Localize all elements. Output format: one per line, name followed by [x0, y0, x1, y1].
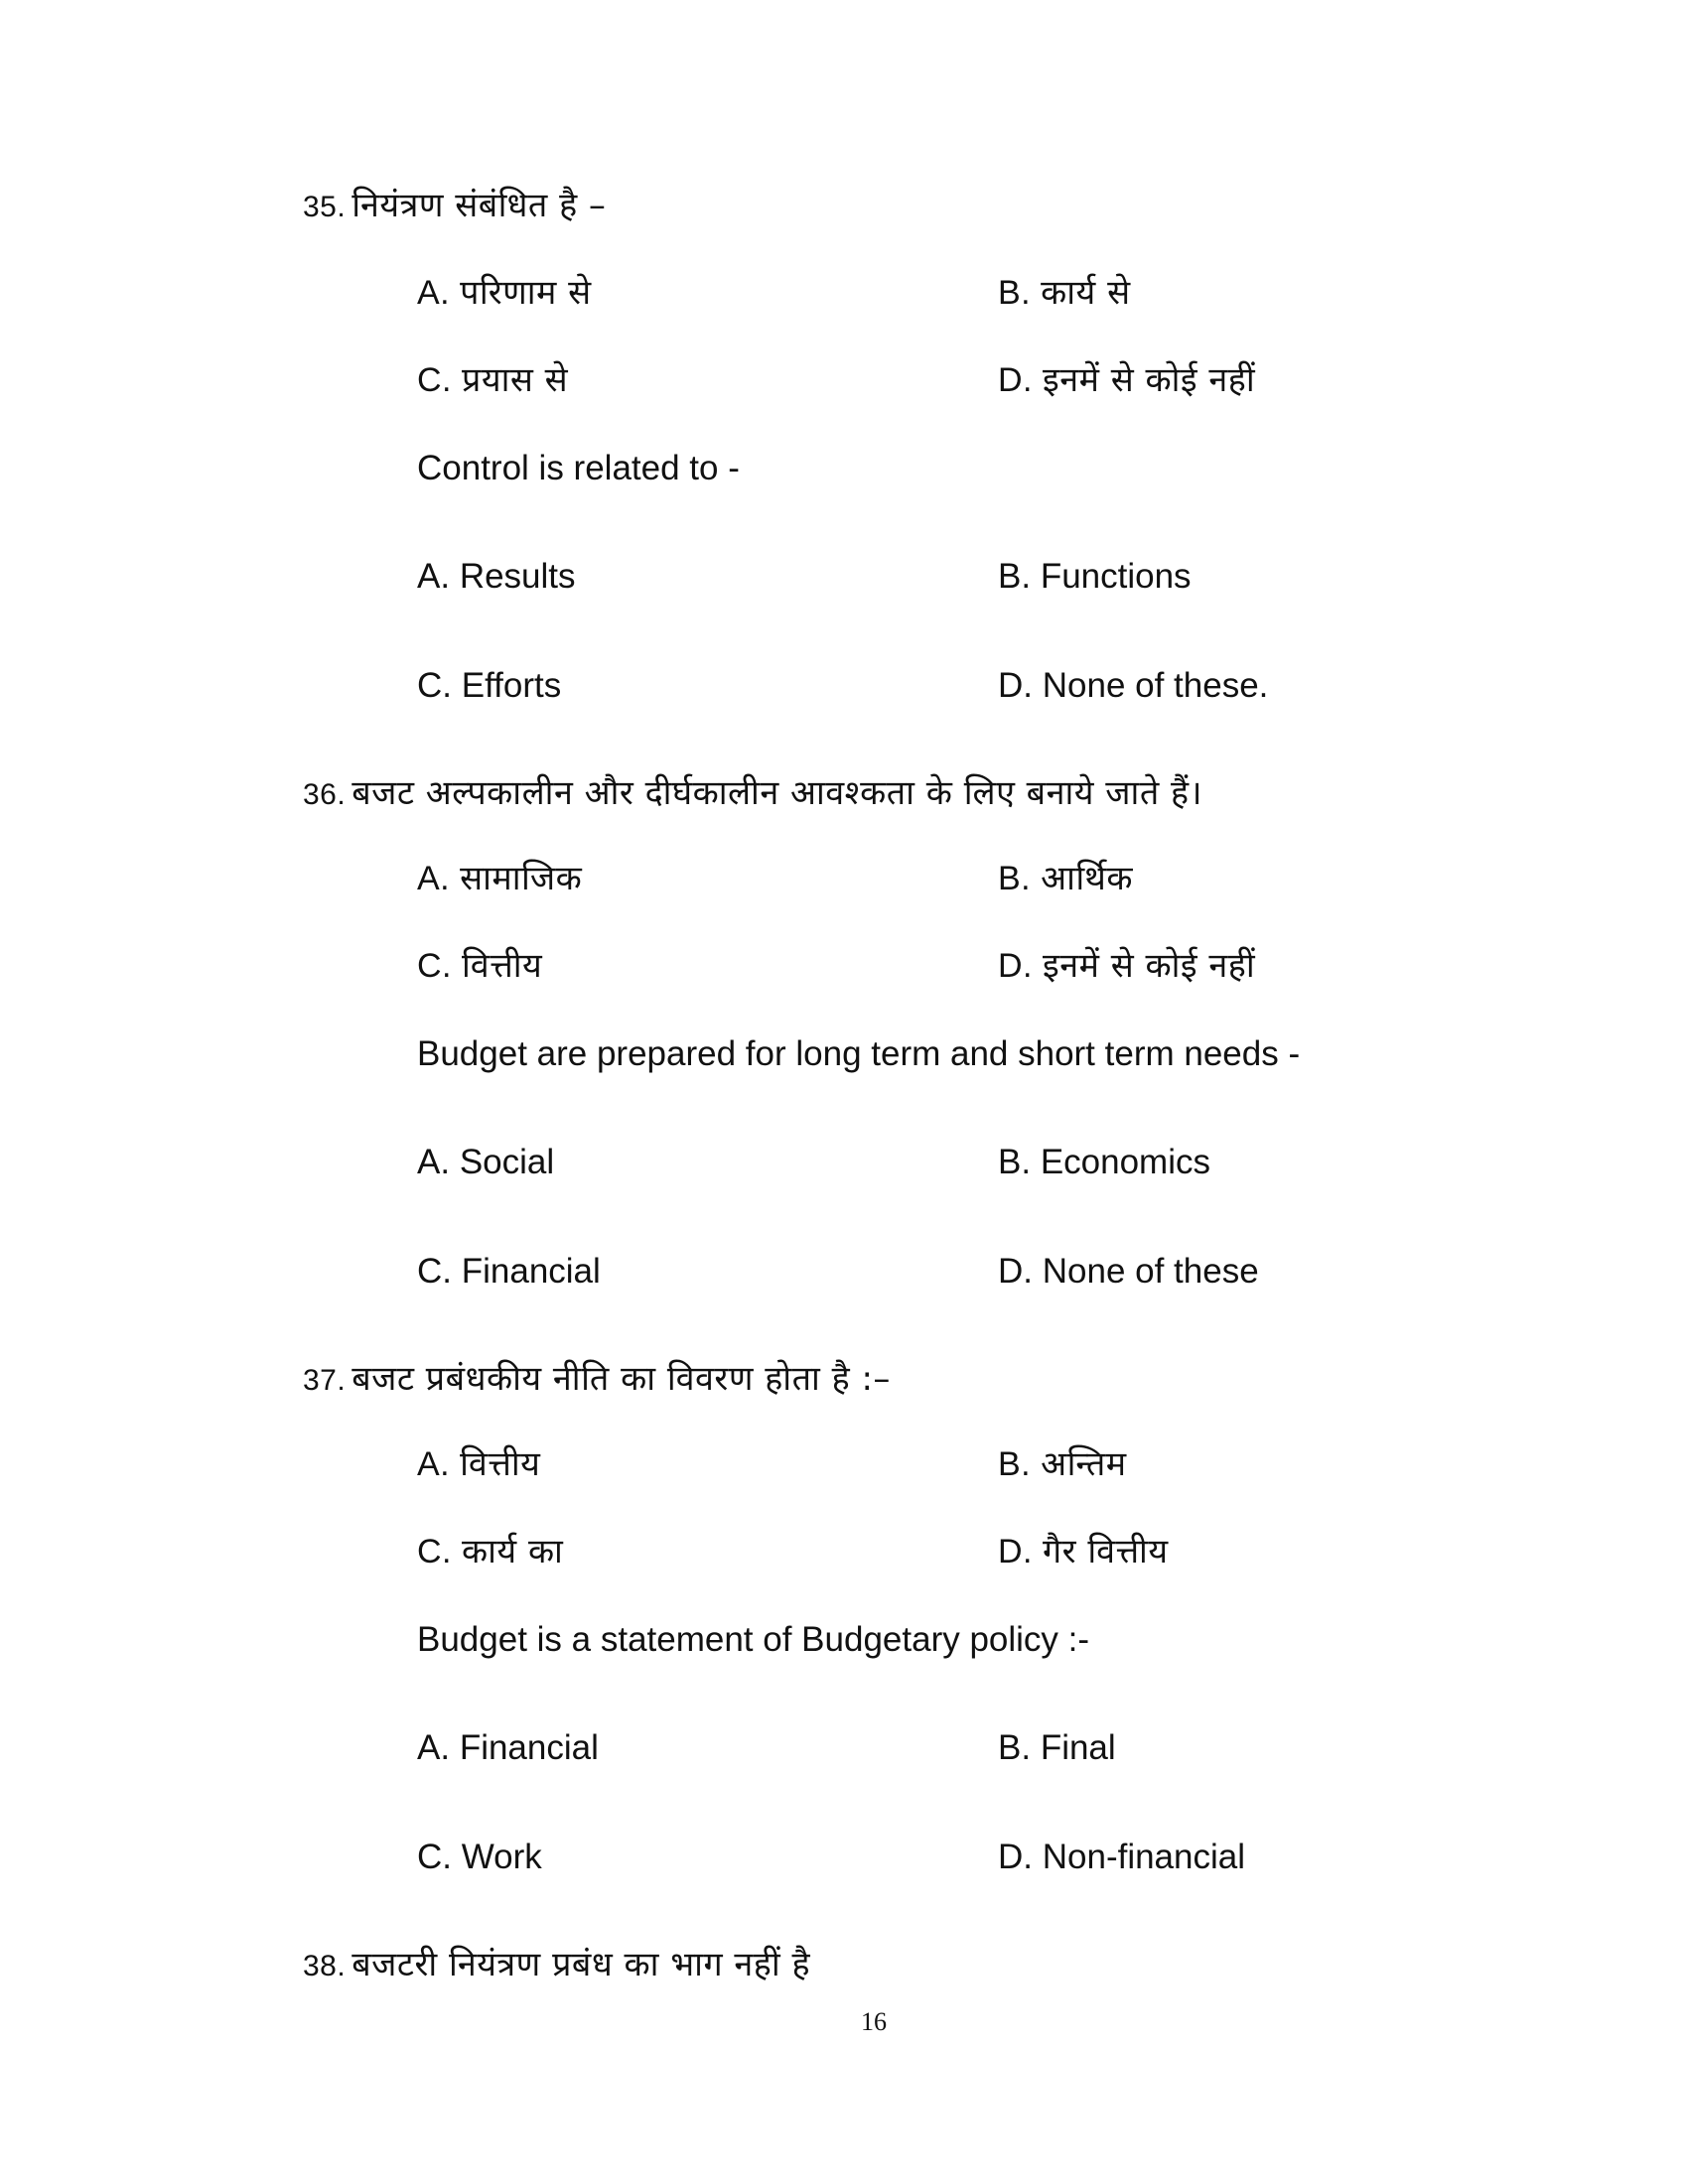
option-d-hindi [998, 360, 1256, 400]
option-letter: A. [417, 274, 451, 312]
question-prompt-hindi: बजट अल्पकालीन और दीर्घकालीन आवश्कता के लिए बनाये जाते हैं। [352, 773, 1202, 813]
option-b-hindi [998, 1444, 1127, 1484]
option-letter: C. [417, 361, 452, 399]
option-letter: B. [998, 274, 1032, 312]
option-d-hindi [998, 946, 1256, 986]
option-text: None of these. [1042, 666, 1269, 705]
option-c-hindi [417, 360, 569, 400]
option-text: Social [459, 1143, 555, 1181]
option-text: कार्य से [1041, 273, 1131, 313]
option-b-hindi [998, 273, 1131, 313]
option-letter: B. [998, 557, 1032, 596]
option-d-english [998, 1840, 1245, 1874]
option-letter: D. [998, 666, 1033, 705]
option-letter: C. [417, 1533, 452, 1570]
option-text: Non-financial [1042, 1838, 1246, 1876]
page-number: 16 [861, 2007, 887, 2036]
option-text: अन्तिम [1041, 1444, 1127, 1484]
option-b-hindi [998, 859, 1134, 898]
option-text: आर्थिक [1041, 859, 1134, 898]
option-text: Final [1040, 1728, 1116, 1767]
option-letter: D. [998, 1838, 1033, 1876]
question-number: 38. [303, 1950, 347, 1982]
option-b-english [998, 1145, 1210, 1179]
option-a-hindi [417, 273, 592, 313]
option-letter: B. [998, 860, 1032, 897]
option-letter: C. [417, 666, 452, 705]
option-text: परिणाम से [460, 273, 592, 313]
option-text: Results [459, 557, 576, 596]
option-d-english [998, 1254, 1259, 1289]
option-a-hindi [417, 859, 583, 898]
option-text: प्रयास से [462, 360, 569, 400]
option-a-hindi [417, 1444, 541, 1484]
question-36-hindi [303, 773, 1202, 813]
question-prompt-hindi: बजटरी नियंत्रण प्रबंध का भाग नहीं है [352, 1945, 811, 1984]
question-prompt-hindi: नियंत्रण संबंधित है – [352, 186, 607, 225]
option-letter: D. [998, 947, 1033, 985]
option-d-hindi [998, 1532, 1169, 1571]
option-b-english [998, 1730, 1116, 1765]
option-text: गैर वित्तीय [1043, 1532, 1169, 1571]
question-prompt-hindi: बजट प्रबंधकीय नीति का विवरण होता है :– [352, 1359, 891, 1399]
option-c-english [417, 668, 561, 703]
option-letter: A. [417, 860, 451, 897]
question-37-hindi [303, 1359, 891, 1399]
option-text: वित्तीय [462, 946, 543, 986]
option-text: Economics [1040, 1143, 1210, 1181]
question-37-english: Budget is a statement of Budgetary policy :- [417, 1620, 1090, 1659]
question-35-hindi [303, 186, 607, 225]
option-text: इनमें से कोई नहीं [1043, 946, 1256, 986]
option-d-english [998, 668, 1268, 703]
option-letter: D. [998, 1252, 1033, 1291]
option-letter: A. [417, 1728, 451, 1767]
option-text: Functions [1040, 557, 1192, 596]
question-35-english: Control is related to - [417, 449, 740, 487]
option-c-english [417, 1840, 542, 1874]
option-text: सामाजिक [460, 859, 583, 898]
option-c-english [417, 1254, 601, 1289]
option-letter: C. [417, 947, 452, 985]
option-text: कार्य का [462, 1532, 564, 1571]
option-letter: A. [417, 557, 451, 596]
option-letter: B. [998, 1445, 1032, 1483]
option-b-english [998, 559, 1192, 594]
option-letter: C. [417, 1252, 452, 1291]
option-letter: A. [417, 1445, 451, 1483]
option-text: None of these [1042, 1252, 1259, 1291]
question-38-hindi [303, 1945, 811, 1984]
question-number: 36. [303, 778, 347, 811]
option-a-english [417, 559, 576, 594]
option-letter: B. [998, 1143, 1032, 1181]
option-a-english [417, 1730, 599, 1765]
option-c-hindi [417, 1532, 564, 1571]
question-number: 37. [303, 1364, 347, 1397]
option-a-english [417, 1145, 554, 1179]
option-text: वित्तीय [460, 1444, 541, 1484]
option-letter: C. [417, 1838, 452, 1876]
option-text: Work [461, 1838, 542, 1876]
option-text: Financial [459, 1728, 599, 1767]
question-36-english: Budget are prepared for long term and short term needs - [417, 1034, 1301, 1073]
question-number: 35. [303, 191, 347, 223]
option-letter: D. [998, 361, 1033, 399]
option-c-hindi [417, 946, 543, 986]
option-letter: D. [998, 1533, 1033, 1570]
option-text: Efforts [461, 666, 562, 705]
option-text: इनमें से कोई नहीं [1043, 360, 1256, 400]
option-text: Financial [461, 1252, 601, 1291]
option-letter: A. [417, 1143, 451, 1181]
option-letter: B. [998, 1728, 1032, 1767]
